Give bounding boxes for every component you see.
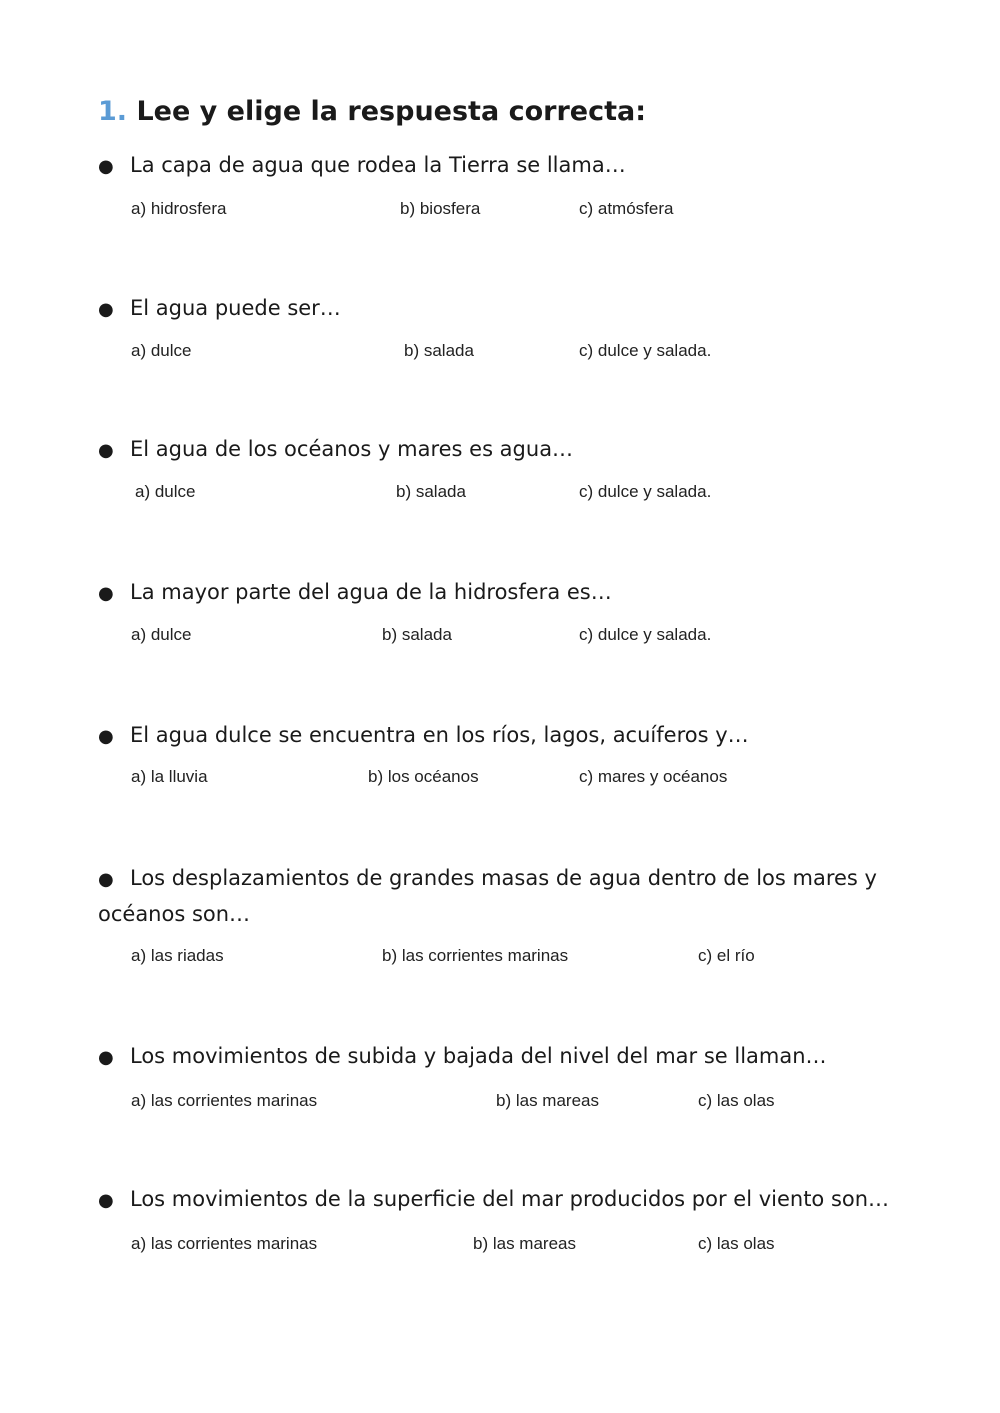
bullet-icon: ● bbox=[98, 299, 114, 320]
bullet-icon: ● bbox=[98, 726, 114, 747]
option-b[interactable]: b) salada bbox=[382, 625, 452, 644]
bullet-icon: ● bbox=[98, 869, 114, 890]
question-3 bbox=[98, 432, 918, 468]
question-2 bbox=[98, 291, 918, 327]
question-text: La mayor parte del agua de la hidrosfera es… bbox=[130, 580, 612, 604]
option-c[interactable]: c) dulce y salada. bbox=[579, 341, 712, 360]
question-text: El agua dulce se encuentra en los ríos, lagos, acuíferos y… bbox=[130, 723, 749, 747]
option-a[interactable]: a) dulce bbox=[131, 625, 192, 644]
option-c[interactable]: c) el río bbox=[698, 946, 755, 965]
option-a[interactable]: a) las corrientes marinas bbox=[131, 1091, 318, 1110]
bullet-icon: ● bbox=[98, 1190, 114, 1211]
question-6 bbox=[98, 861, 918, 932]
option-c[interactable]: c) dulce y salada. bbox=[579, 625, 712, 644]
question-text: Los movimientos de subida y bajada del nivel del mar se llaman… bbox=[130, 1044, 827, 1068]
question-text: Los desplazamientos de grandes masas de agua dentro de los mares y océanos son… bbox=[98, 866, 877, 926]
question-7 bbox=[98, 1039, 918, 1075]
option-c[interactable]: c) mares y océanos bbox=[579, 767, 728, 786]
option-c[interactable]: c) atmósfera bbox=[579, 199, 674, 218]
option-c[interactable]: c) las olas bbox=[698, 1234, 775, 1253]
option-a[interactable]: a) las corrientes marinas bbox=[131, 1234, 318, 1253]
option-b[interactable]: b) las mareas bbox=[473, 1234, 576, 1253]
question-8 bbox=[98, 1182, 918, 1218]
option-b[interactable]: b) las corrientes marinas bbox=[382, 946, 569, 965]
bullet-icon: ● bbox=[98, 156, 114, 177]
option-c[interactable]: c) dulce y salada. bbox=[579, 482, 712, 501]
option-a[interactable]: a) dulce bbox=[131, 341, 192, 360]
question-text: El agua puede ser… bbox=[130, 296, 341, 320]
question-text: El agua de los océanos y mares es agua… bbox=[130, 437, 574, 461]
option-a[interactable]: a) las riadas bbox=[131, 946, 224, 965]
option-b[interactable]: b) salada bbox=[404, 341, 474, 360]
bullet-icon: ● bbox=[98, 1047, 114, 1068]
option-b[interactable]: b) biosfera bbox=[400, 199, 481, 218]
question-text: La capa de agua que rodea la Tierra se llama… bbox=[130, 153, 626, 177]
option-b[interactable]: b) los océanos bbox=[368, 767, 479, 786]
exercise-title bbox=[98, 96, 646, 127]
question-4 bbox=[98, 575, 918, 611]
bullet-icon: ● bbox=[98, 583, 114, 604]
option-a[interactable]: a) la lluvia bbox=[131, 767, 208, 786]
exercise-number: 1. bbox=[98, 96, 128, 127]
question-5 bbox=[98, 718, 918, 754]
option-b[interactable]: b) las mareas bbox=[496, 1091, 599, 1110]
option-a[interactable]: a) hidrosfera bbox=[131, 199, 227, 218]
option-b[interactable]: b) salada bbox=[396, 482, 466, 501]
question-1 bbox=[98, 148, 918, 184]
option-a[interactable]: a) dulce bbox=[135, 482, 196, 501]
question-text: Los movimientos de la superficie del mar producidos por el viento son… bbox=[130, 1187, 890, 1211]
option-c[interactable]: c) las olas bbox=[698, 1091, 775, 1110]
bullet-icon: ● bbox=[98, 440, 114, 461]
exercise-instruction: Lee y elige la respuesta correcta: bbox=[136, 96, 646, 127]
